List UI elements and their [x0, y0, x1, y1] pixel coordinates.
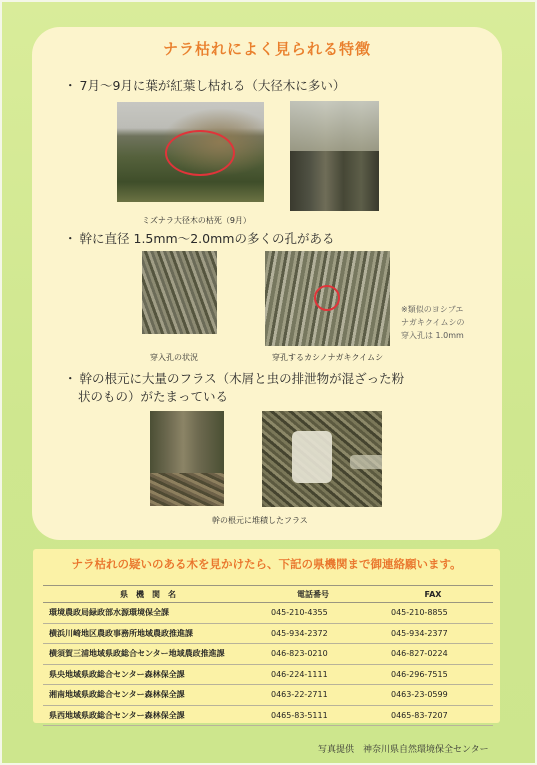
caption-dead-oak: ミズナラ大径木の枯死（9月） — [142, 216, 251, 225]
photo-frass-light — [350, 455, 382, 469]
phone-number: 046-823-0210 — [253, 644, 373, 665]
contact-title: ナラ枯れの疑いのある木を見かけたら、下記の県機関まで御連絡願います。 — [71, 557, 462, 571]
photo-sky — [290, 101, 379, 151]
phone-number: 0465-83-5111 — [253, 705, 373, 726]
fax-number: 046-827-0224 — [373, 644, 493, 665]
photo-trunk-base — [150, 411, 224, 506]
fax-number: 045-210-8855 — [373, 603, 493, 624]
bullet-dot: ・ — [64, 78, 77, 93]
table-row — [43, 685, 493, 706]
photo-ambrosia-beetle — [265, 251, 390, 346]
header-phone: 電話番号 — [253, 586, 373, 603]
agency-name: 県西地域県政総合センター森林保全課 — [43, 705, 253, 726]
features-panel — [32, 27, 502, 540]
table-header-row — [43, 586, 493, 603]
panel-title: ナラ枯れによく見られる特徴 — [162, 40, 371, 58]
fax-number: 0463-23-0599 — [373, 685, 493, 706]
red-circle-marker — [165, 130, 235, 176]
table-row — [43, 664, 493, 685]
photo-frass-accumulation — [262, 411, 382, 507]
photo-dead-oak-crown — [290, 101, 379, 211]
caption-beetle: 穿孔するカシノナガキクイムシ — [272, 353, 384, 362]
contact-box — [33, 549, 500, 723]
photo-bore-holes — [142, 251, 217, 334]
bullet-frass — [64, 370, 484, 406]
agency-table — [43, 585, 493, 726]
photo-credit: 写真提供 神奈川県自然環境保全センター — [318, 745, 489, 755]
note-line: ナガキクイムシの — [401, 318, 465, 327]
agency-name: 県央地域県政総合センター森林保全課 — [43, 664, 253, 685]
table-row — [43, 705, 493, 726]
note-line: ※類似のヨシブエ — [401, 305, 464, 314]
phone-number: 046-224-1111 — [253, 664, 373, 685]
phone-number: 045-210-4355 — [253, 603, 373, 624]
agency-name: 横須賀三浦地域県政総合センター地域農政推進課 — [43, 644, 253, 665]
bullet-bore-holes — [64, 230, 334, 248]
photo-ground — [150, 473, 224, 506]
caption-bore-holes: 穿入孔の状況 — [150, 353, 198, 362]
header-fax: FAX — [373, 586, 493, 603]
fax-number: 045-934-2377 — [373, 623, 493, 644]
agency-name: 横浜川崎地区農政事務所地域農政推進課 — [43, 623, 253, 644]
phone-number: 045-934-2372 — [253, 623, 373, 644]
bullet-text: 7月～9月に葉が紅葉し枯れる（大径木に多い） — [79, 78, 346, 93]
phone-number: 0463-22-2711 — [253, 685, 373, 706]
fax-number: 046-296-7515 — [373, 664, 493, 685]
similar-beetle-note — [401, 303, 464, 342]
photo-dead-oak-mountain — [117, 102, 264, 202]
table-row — [43, 623, 493, 644]
agency-name: 環境農政局緑政部水源環境保全課 — [43, 603, 253, 624]
bullet-dot: ・ — [64, 231, 77, 246]
bullet-text-cont: 状のもの）がたまっている — [78, 389, 229, 404]
caption-frass: 幹の根元に堆積したフラス — [212, 516, 308, 525]
bullet-dot: ・ — [64, 371, 77, 386]
note-line: 穿入孔は 1.0mm — [401, 331, 464, 340]
table-row — [43, 644, 493, 665]
red-circle-marker — [314, 285, 340, 311]
bullet-text: 幹に直径 1.5mm～2.0mmの多くの孔がある — [79, 231, 335, 246]
table-row — [43, 603, 493, 624]
fax-number: 0465-83-7207 — [373, 705, 493, 726]
header-agency: 県 機 関 名 — [43, 586, 253, 603]
agency-name: 湘南地域県政総合センター森林保全課 — [43, 685, 253, 706]
photo-frass-light — [292, 431, 332, 483]
bullet-text: 幹の根元に大量のフラス（木屑と虫の排泄物が混ざった粉 — [79, 371, 405, 386]
bullet-leaf-discoloration — [64, 77, 345, 95]
